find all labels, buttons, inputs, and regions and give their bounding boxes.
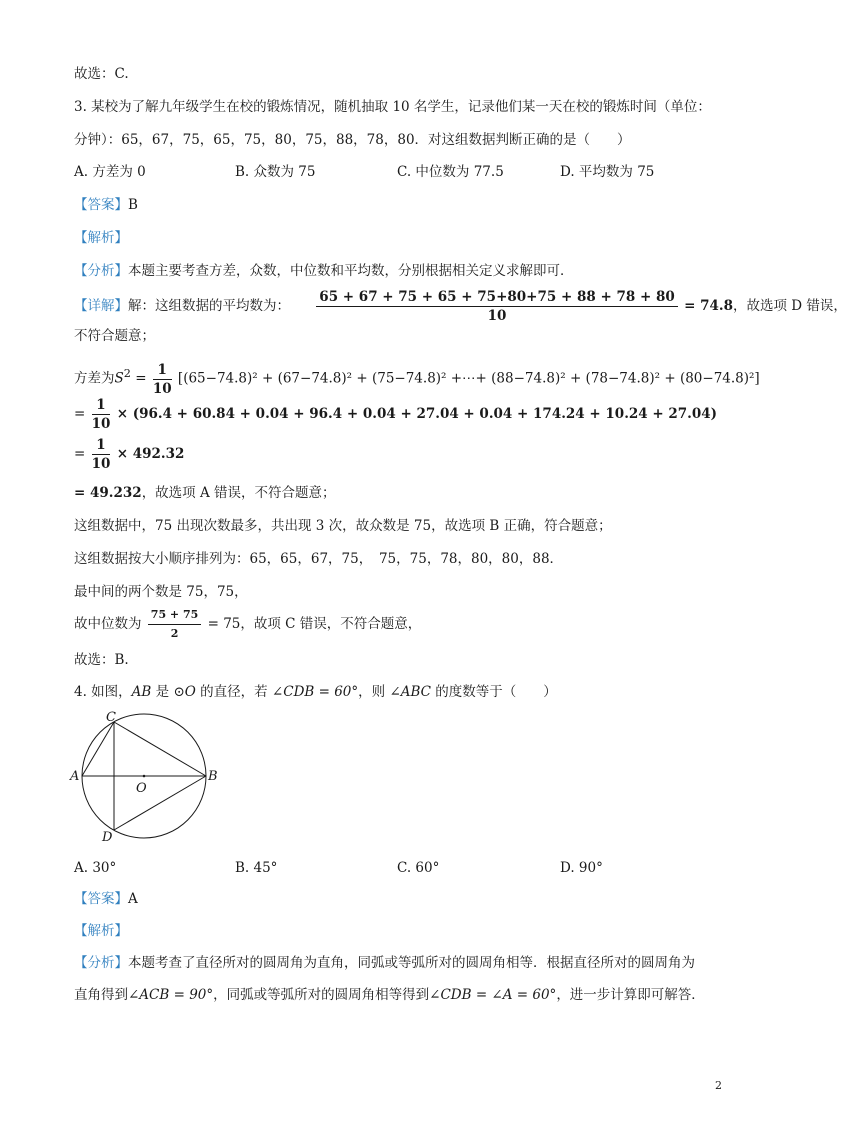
q4-circle-o: ⊙O (173, 684, 196, 700)
q4-circle-figure (66, 710, 226, 846)
variance-line2-body: × (96.4 + 60.84 + 0.04 + 96.4 + 0.04 + 27.04 + 0.04 + 174.24 + 10.24 + 27.04) (116, 406, 718, 422)
q3-median-line (74, 606, 421, 643)
chord-cb (114, 722, 206, 776)
variance-post: ，故选项 A 错误，不符合题意； (141, 485, 336, 501)
median-result: = 75 (207, 616, 241, 632)
variance-fraction (153, 361, 172, 398)
mean-post: ，故选项 D 错误， (732, 298, 847, 314)
label-c: C (106, 710, 116, 725)
q4-stem-mid2: 的直径，若 (195, 684, 272, 700)
q3-option-c: C. 中位数为 77.5 (397, 164, 504, 180)
variance-sq: 2 (123, 367, 131, 380)
q4-option-a: A. 30° (74, 860, 117, 876)
median-denominator: 2 (170, 627, 179, 640)
mean-numerator: 65 + 67 + 75 + 65 + 75+80+75 + 88 + 78 + 80 (316, 288, 677, 307)
q4-answer-value: A (128, 891, 138, 907)
variance-frac3-den: 10 (91, 456, 111, 472)
q4-acb: ∠ACB = 90° (128, 987, 214, 1003)
q4-option-c: C. 60° (397, 860, 440, 876)
fenxi-text: 本题主要考查方差，众数，中位数和平均数，分别根据相关定义求解即可． (128, 263, 574, 279)
median-pre: 故中位数为 (74, 616, 142, 632)
q3-variance-line2 (74, 396, 717, 433)
q3-analysis-tag: 【解析】 (74, 230, 128, 246)
q3-detail-mean (74, 288, 847, 325)
variance-frac-den: 10 (152, 380, 172, 397)
q3-fenxi (74, 261, 574, 281)
q3-middle-line: 最中间的两个数是 75，75， (74, 584, 248, 600)
mean-fraction (316, 288, 677, 325)
q4-stem-post: 的度数等于（ ） (431, 684, 557, 700)
q4-ab: AB (131, 684, 152, 700)
q3-variance-line1 (74, 356, 760, 398)
q4-target: ∠ABC (389, 684, 431, 700)
q4-fenxi-tag: 【分析】 (74, 955, 128, 971)
chord-ca (82, 722, 114, 776)
q4-analysis-tag: 【解析】 (74, 923, 128, 939)
mean-denominator: 10 (487, 308, 507, 324)
variance-eq: = (135, 370, 147, 387)
q4-stem-mid3: ，则 (358, 684, 390, 700)
q3-option-b: B. 众数为 75 (235, 164, 316, 180)
label-d: D (102, 830, 113, 845)
label-o: O (136, 781, 147, 796)
q4-cdb-a: ∠CDB = ∠A = 60° (429, 987, 557, 1003)
median-numerator: 75 + 75 (148, 606, 202, 625)
median-post: ，故项 C 错误，不符合题意， (240, 616, 422, 632)
fenxi-tag: 【分析】 (74, 263, 128, 279)
variance-eq2: = (74, 406, 86, 422)
center-point (143, 775, 146, 778)
chord-db (114, 776, 206, 830)
q4-option-d: D. 90° (560, 860, 603, 876)
variance-fraction-2 (92, 396, 111, 433)
label-a: A (70, 769, 80, 784)
variance-line3-body: × 492.32 (116, 446, 185, 462)
q4-fenxi-text1: 本题考查了直径所对的圆周角为直角，同弧或等弧所对的圆周角相等．根据直径所对的圆周角为 (128, 955, 695, 971)
q3-conclusion: 故选：B. (74, 652, 129, 668)
q4-option-b: B. 45° (235, 860, 278, 876)
answer-value: B (128, 197, 138, 213)
q3-variance-line3 (74, 436, 184, 473)
page-number: 2 (715, 1079, 722, 1092)
q3-variance-line4 (74, 483, 336, 503)
q3-stem-line1: 3. 某校为了解九年级学生在校的锻炼情况，随机抽取 10 名学生，记录他们某一天在校的锻炼时间（单位： (74, 99, 711, 115)
q3-stem-line2: 分钟）：65，67，75，65，75，80，75，88，78，80．对这组数据判断正确的是（ ） (74, 132, 631, 148)
q4-stem-pre: 4. 如图， (74, 684, 132, 700)
q4-answer (74, 889, 138, 909)
q4-condition: ∠CDB = 60° (271, 684, 359, 700)
detail-pre: 解：这组数据的平均数为： (128, 298, 290, 314)
variance-eq3: = (74, 446, 86, 462)
variance-frac-num: 1 (153, 361, 172, 380)
detail-tag: 【详解】 (74, 298, 128, 314)
variance-body: [(65−74.8)² + (67−74.8)² + (75−74.8)² +⋯+ (88−74.8)² + (78−74.8)² + (80−74.8)²] (177, 370, 760, 387)
q4-fenxi-mid: ，同弧或等弧所对的圆周角相等得到 (213, 987, 430, 1003)
q3-mode-line: 这组数据中，75 出现次数最多，共出现 3 次，故众数是 75，故选项 B 正确，符合题意； (74, 518, 612, 534)
q4-fenxi-pre: 直角得到 (74, 987, 128, 1003)
median-fraction (148, 606, 202, 643)
q4-stem (74, 682, 557, 702)
variance-frac3-num: 1 (92, 436, 111, 455)
q3-option-d: D. 平均数为 75 (560, 164, 655, 180)
label-b: B (208, 769, 218, 784)
variance-result: = 49.232 (74, 485, 142, 501)
q3-not-fit: 不符合题意； (74, 328, 155, 344)
mean-result: = 74.8 (684, 298, 733, 314)
answer-tag: 【答案】 (74, 197, 128, 213)
variance-frac2-num: 1 (92, 396, 111, 415)
q4-answer-tag: 【答案】 (74, 891, 128, 907)
q4-fenxi-post: ，进一步计算即可解答． (556, 987, 705, 1003)
variance-frac2-den: 10 (91, 416, 111, 432)
q4-fenxi-line2 (74, 985, 705, 1005)
q3-answer (74, 195, 138, 215)
q3-sort-line: 这组数据按大小顺序排列为：65，65，67，75， 75，75，78，80，80，88． (74, 551, 564, 567)
previous-conclusion: 故选：C. (74, 66, 129, 82)
variance-symbol: S (114, 370, 124, 387)
q3-option-a: A. 方差为 0 (74, 164, 146, 180)
variance-fraction-3 (92, 436, 111, 473)
variance-pre: 方差为 (74, 370, 115, 387)
q4-fenxi-line1 (74, 953, 695, 973)
q4-stem-mid1: 是 (151, 684, 174, 700)
